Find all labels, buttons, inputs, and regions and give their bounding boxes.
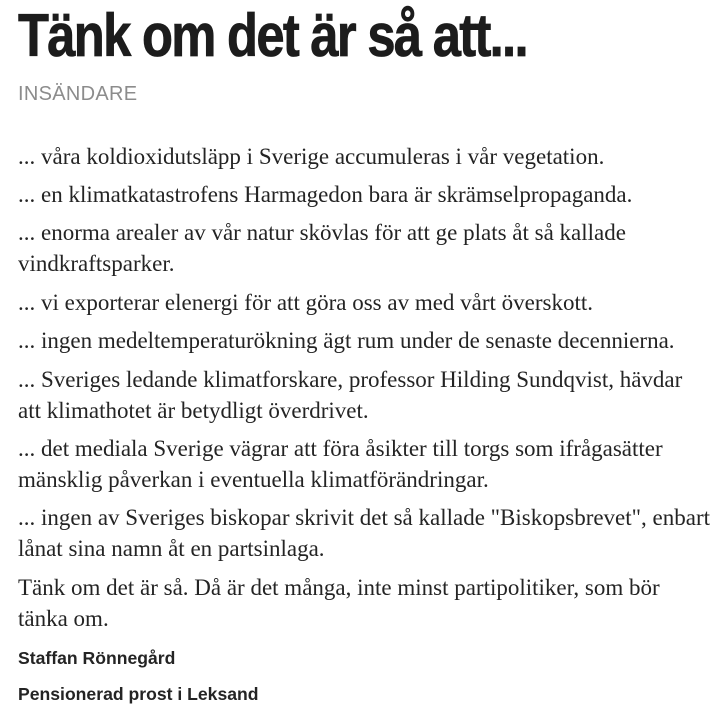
paragraph-line: lånat sina namn åt en partsinlaga. (18, 536, 325, 562)
paragraph-line: ... Sveriges ledande klimatforskare, professor Hilding Sundqvist, hävdar (18, 366, 683, 392)
paragraph (18, 364, 718, 426)
paragraph-line: tänka om. (18, 605, 109, 631)
paragraph-line: ... våra koldioxidutsläpp i Sverige accumuleras i vår vegetation. (18, 143, 605, 169)
paragraph-line: ... enorma arealer av vår natur skövlas för att ge plats åt så kallade (18, 220, 626, 246)
article-body (18, 141, 718, 642)
article-title: Tänk om det är så att... (18, 2, 527, 69)
paragraph-line: mänsklig påverkan i eventuella klimatförändringar. (18, 467, 489, 493)
closing-paragraph (18, 572, 718, 634)
paragraph-line: ... ingen av Sveriges biskopar skrivit det så kallade "Biskopsbrevet", enbart (18, 505, 711, 531)
paragraph-line: att klimathotet är betydligt överdrivet. (18, 397, 369, 423)
section-label: INSÄNDARE (18, 83, 138, 105)
author-title: Pensionerad prost i Leksand (18, 684, 259, 704)
paragraph-line: ... ingen medeltemperaturökning ägt rum under de senaste decennierna. (18, 328, 675, 354)
paragraph-line: ... det mediala Sverige vägrar att föra åsikter till torgs som ifrågasätter (18, 436, 663, 462)
paragraph-line: Tänk om det är så. Då är det många, inte minst partipolitiker, som bör (18, 574, 660, 600)
paragraph (18, 179, 718, 210)
paragraph (18, 287, 718, 318)
paragraph (18, 433, 718, 495)
paragraph (18, 325, 718, 356)
paragraph-line: ... en klimatkatastrofens Harmagedon bara är skrämselpropaganda. (18, 182, 633, 208)
author-name: Staffan Rönnegård (18, 648, 176, 668)
paragraph (18, 502, 718, 564)
paragraph-line: ... vi exporterar elenergi för att göra oss av med vårt överskott. (18, 289, 594, 315)
paragraph-line: vindkraftsparker. (18, 251, 175, 277)
paragraph (18, 141, 718, 172)
paragraph (18, 217, 718, 279)
